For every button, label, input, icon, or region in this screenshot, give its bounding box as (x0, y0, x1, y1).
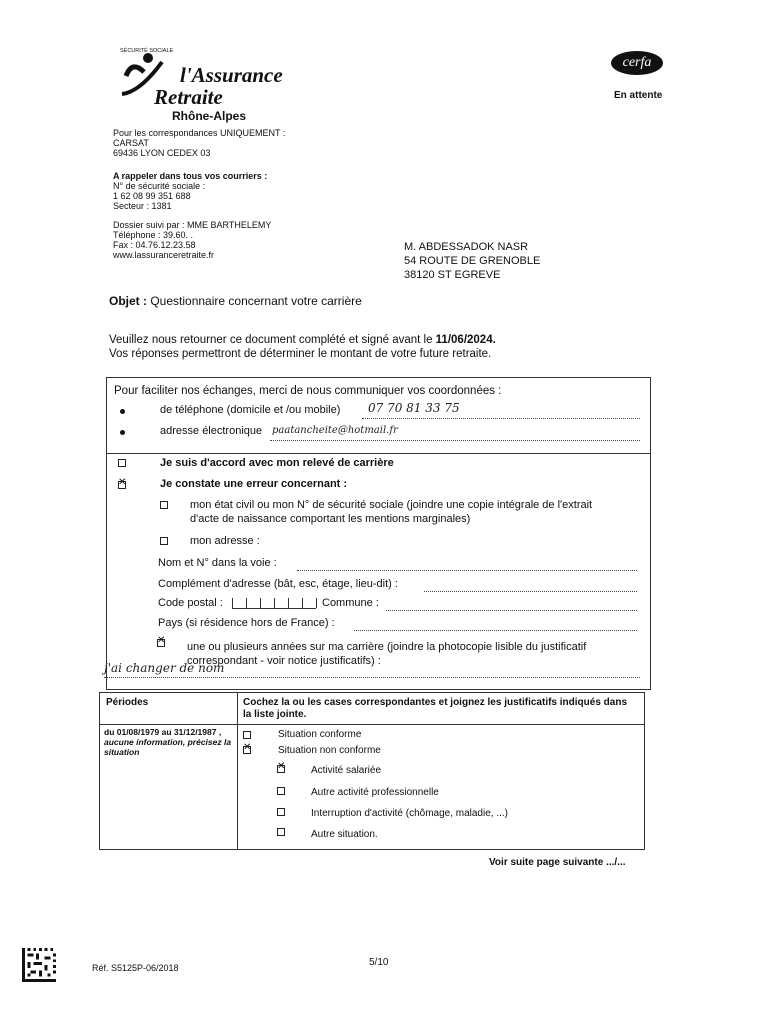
continue-notice: Voir suite page suivante .../... (489, 857, 626, 868)
interruption-label: Interruption d'activité (chômage, maladie, ...) (311, 808, 509, 819)
street-field[interactable] (297, 570, 637, 571)
situation-non-conforme-label: Situation non conforme (278, 745, 381, 756)
subject-label: Objet : (109, 294, 147, 308)
sender-phone: Téléphone : 39.60. . (113, 230, 194, 240)
periods-col2-header: Cochez la ou les cases correspondantes et joignez les justificatifs indiqués dans la liste jointe. (243, 697, 627, 720)
recipient-name: M. ABDESSADOK NASR (404, 241, 529, 253)
autre-situation-checkbox[interactable] (277, 828, 285, 836)
activite-salariee-checkbox[interactable] (277, 765, 285, 773)
logo-title-line1: l'Assurance (180, 63, 283, 87)
recipient-street: 54 ROUTE DE GRENOBLE (404, 255, 541, 267)
handwritten-note: j'ai changer de nom (104, 661, 225, 675)
commune-label: Commune : (322, 597, 379, 609)
country-field[interactable] (354, 630, 637, 631)
website-link[interactable]: www.lassuranceretraite.fr (113, 250, 215, 260)
recipient-address (404, 240, 540, 282)
commune-field[interactable] (386, 610, 637, 611)
agree-checkbox[interactable] (118, 459, 126, 467)
agree-label: Je suis d'accord avec mon relevé de carrière (160, 457, 394, 469)
page-number: 5/10 (369, 957, 389, 968)
address-checkbox[interactable] (160, 537, 168, 545)
period-note: aucune information, précisez la situation (104, 737, 232, 757)
sender-block (113, 128, 285, 158)
deadline: 11/06/2024. (435, 334, 496, 346)
bullet-icon (120, 430, 125, 435)
logo-title-line2: Retraite (154, 85, 223, 109)
activite-salariee-label: Activité salariée (311, 765, 382, 776)
postal-code-field[interactable] (232, 598, 316, 609)
corr-org: CARSAT (113, 138, 149, 148)
corr-city: 69436 LYON CEDEX 03 (113, 148, 211, 158)
logo-region: Rhône-Alpes (172, 109, 247, 123)
cerfa-logo: cerfa (611, 51, 663, 75)
postal-code-label: Code postal : (158, 597, 223, 609)
reference-block (113, 171, 267, 211)
ss-number: 1 62 08 99 351 688 (113, 191, 191, 201)
phone-label: de téléphone (domicile et /ou mobile) (160, 404, 341, 416)
period-dates: du 01/08/1979 au 31/12/1987 , (104, 727, 222, 737)
error-label: Je constate une erreur concernant : (160, 478, 348, 490)
situation-conforme-checkbox[interactable] (243, 731, 251, 739)
phone-field[interactable] (362, 418, 640, 419)
civil-status-line2: d'acte de naissance comportant les mentions marginales) (190, 513, 471, 525)
form-reference: Réf. S5125P-06/2018 (92, 963, 179, 973)
intro-prefix: Veuillez nous retourner ce document complété et signé avant le (109, 334, 436, 346)
country-label: Pays (si résidence hors de France) : (158, 617, 335, 629)
subject-line (109, 294, 362, 308)
civil-status-line1: mon état civil ou mon N° de sécurité sociale (joindre une copie intégrale de l'extrait (190, 499, 593, 511)
career-years-field[interactable] (104, 677, 640, 678)
corr-label: Pour les correspondances UNIQUEMENT : (113, 128, 286, 138)
interruption-checkbox[interactable] (277, 808, 285, 816)
phone-value: 07 70 81 33 75 (368, 401, 460, 415)
periods-column-divider (237, 692, 238, 849)
contact-block (113, 220, 271, 260)
situation-non-conforme-checkbox[interactable] (243, 746, 251, 754)
autre-situation-label: Autre situation. (311, 829, 378, 840)
sector: Secteur : 1381 (113, 201, 172, 211)
periods-header-divider (99, 724, 644, 725)
street-label: Nom et N° dans la voie : (158, 557, 277, 569)
email-label: adresse électronique (160, 425, 263, 437)
contact-heading: Pour faciliter nos échanges, merci de nous communiquer vos coordonnées : (114, 385, 502, 397)
error-checkbox[interactable] (118, 481, 126, 489)
civil-status-checkbox[interactable] (160, 501, 168, 509)
autre-activite-checkbox[interactable] (277, 787, 285, 795)
subject-text: Questionnaire concernant votre carrière (150, 294, 362, 308)
section-divider (106, 453, 650, 454)
complement-field[interactable] (424, 591, 637, 592)
recipient-city: 38120 ST EGREVE (404, 269, 501, 281)
autre-activite-label: Autre activité professionnelle (311, 787, 439, 798)
email-value: paatancheite@hotmail.fr (272, 425, 398, 436)
remind-label: A rappeler dans tous vos courriers : (113, 171, 268, 181)
period-cell (104, 727, 232, 757)
situation-conforme-label: Situation conforme (278, 729, 362, 740)
sender-fax: Fax : 04.76.12.23.58 (113, 240, 196, 250)
followed-by: Dossier suivi par : MME BARTHELEMY (113, 220, 272, 230)
career-years-checkbox[interactable] (157, 639, 165, 647)
ss-label: N° de sécurité sociale : (113, 181, 206, 191)
bullet-icon (120, 409, 125, 414)
email-field[interactable] (270, 440, 640, 441)
document-status: En attente (614, 90, 663, 101)
intro-line1 (109, 334, 496, 346)
complement-label: Complément d'adresse (bât, esc, étage, lieu-dit) : (158, 578, 398, 590)
intro-line2: Vos réponses permettront de déterminer le montant de votre future retraite. (109, 348, 492, 360)
career-years-line2: correspondant - voir notice justificatifs) : (187, 655, 381, 667)
career-years-line1: une ou plusieurs années sur ma carrière (joindre la photocopie lisible du justificatif (187, 641, 587, 653)
datamatrix-code-icon (22, 948, 56, 982)
address-label: mon adresse : (190, 535, 260, 547)
periods-col1-header: Périodes (106, 697, 149, 708)
org-tag: SÉCURITÉ SOCIALE (120, 48, 174, 54)
